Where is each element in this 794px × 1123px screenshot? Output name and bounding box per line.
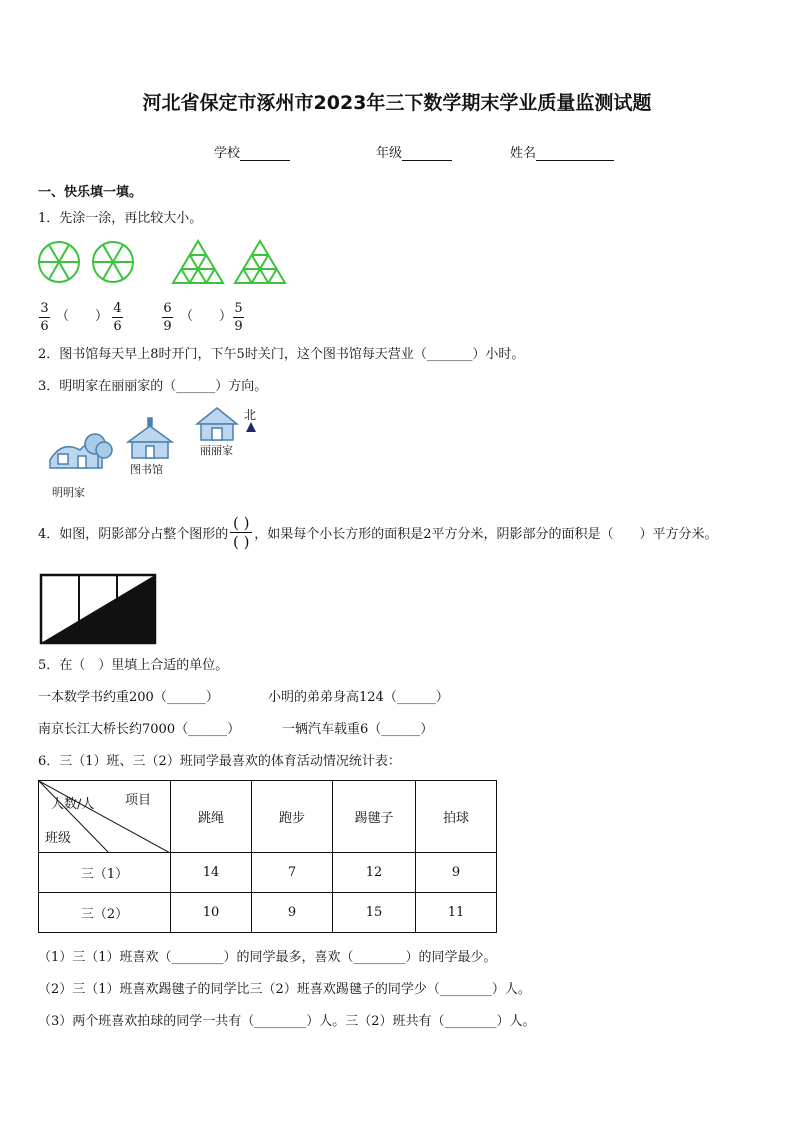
q3-text: 3．明明家在丽丽家的（______）方向。 xyxy=(38,379,268,394)
diagonal-corner-cell xyxy=(39,781,171,853)
q5-item-3: 南京长江大桥长约7000（______） xyxy=(38,722,241,737)
page-title: 河北省保定市涿州市2023年三下数学期末学业质量监测试题 xyxy=(142,92,652,114)
name-blank[interactable] xyxy=(536,147,614,161)
activity-stats-table xyxy=(38,780,497,933)
section-heading: 一、快乐填一填。 xyxy=(38,185,143,200)
denominator: 9 xyxy=(163,319,172,334)
triangle-nine-parts-1 xyxy=(173,241,223,283)
q1-compare-1-blank[interactable]: （ ） xyxy=(56,309,109,324)
shaded-area xyxy=(41,575,155,643)
lili-house-icon xyxy=(197,408,237,440)
header-shuttlecock: 踢毽子 xyxy=(333,781,416,853)
q4-fraction-numerator: ( ) xyxy=(233,513,250,532)
q1-circle-figures xyxy=(36,238,136,286)
table-cell: 7 xyxy=(252,853,333,893)
q6-sub3: （3）两个班喜欢拍球的同学一共有（________）人。三（2）班共有（________）人。 xyxy=(38,1014,536,1029)
lili-label: 丽丽家 xyxy=(200,444,233,457)
header-jump-rope: 跳绳 xyxy=(171,781,252,853)
q4-shaded-figure xyxy=(38,572,158,646)
row-label: 三（2） xyxy=(39,893,171,933)
q6-sub1: （1）三（1）班喜欢（________）的同学最多，喜欢（________）的同学最少。 xyxy=(38,950,497,965)
fraction-left-1 xyxy=(39,301,50,334)
q6-text: 6．三（1）班、三（2）班同学最喜欢的体育活动情况统计表： xyxy=(38,754,401,769)
table-row xyxy=(39,853,497,893)
table-header-row xyxy=(39,781,497,853)
q1-compare-2-right xyxy=(233,297,244,334)
grade-blank[interactable] xyxy=(402,147,452,161)
circle-six-parts-2 xyxy=(93,242,133,282)
library-icon xyxy=(128,418,172,458)
table-cell: 14 xyxy=(171,853,252,893)
q1-compare-1 xyxy=(39,297,50,334)
q5-item-2: 小明的弟弟身高124（______） xyxy=(268,690,449,705)
north-arrow-icon xyxy=(246,422,256,432)
school-label: 学校 xyxy=(214,146,241,161)
q1-compare-1-right xyxy=(112,297,123,334)
corner-bottom-label: 班级 xyxy=(45,831,72,846)
name-field xyxy=(510,142,614,161)
denominator: 9 xyxy=(234,319,243,334)
q4-fraction-blank[interactable] xyxy=(230,515,252,550)
school-field xyxy=(214,142,290,161)
fraction-left-2 xyxy=(162,301,173,334)
name-label: 姓名 xyxy=(510,146,537,161)
fraction-right-1 xyxy=(112,301,123,334)
corner-mid-label: 人数/人 xyxy=(51,797,95,812)
header-running: 跑步 xyxy=(252,781,333,853)
numerator: 5 xyxy=(234,301,243,316)
q1-compare-2 xyxy=(162,297,173,334)
q5-text: 5．在（ ）里填上合适的单位。 xyxy=(38,658,229,673)
table-cell: 9 xyxy=(416,853,497,893)
north-label: 北 xyxy=(244,408,257,422)
table-cell: 11 xyxy=(416,893,497,933)
table-cell: 9 xyxy=(252,893,333,933)
header-ball: 拍球 xyxy=(416,781,497,853)
row-label: 三（1） xyxy=(39,853,171,893)
q4-fraction-denominator: ( ) xyxy=(233,532,250,551)
q5-item-1: 一本数学书约重200（______） xyxy=(38,690,219,705)
numerator: 3 xyxy=(40,301,49,316)
table-cell: 12 xyxy=(333,853,416,893)
fraction-right-2 xyxy=(233,301,244,334)
q6-sub2: （2）三（1）班喜欢踢毽子的同学比三（2）班喜欢踢毽子的同学少（________）人。 xyxy=(38,982,531,997)
numerator: 4 xyxy=(113,301,122,316)
q4-text-after: ，如果每个小长方形的面积是2平方分米，阴影部分的面积是（ ）平方分米。 xyxy=(254,526,718,542)
table-cell: 15 xyxy=(333,893,416,933)
q5-item-4: 一辆汽车载重6（______） xyxy=(282,722,434,737)
grade-field xyxy=(376,142,452,161)
school-blank[interactable] xyxy=(240,147,290,161)
corner-top-label: 项目 xyxy=(125,793,152,808)
triangle-nine-parts-2 xyxy=(235,241,285,283)
q2-text: 2．图书馆每天早上8时开门，下午5时关门，这个图书馆每天营业（_______）小时。 xyxy=(38,347,525,362)
grade-label: 年级 xyxy=(376,146,403,161)
denominator: 6 xyxy=(40,319,49,334)
q1-triangle-figures xyxy=(168,238,290,286)
q4-line xyxy=(38,512,718,552)
numerator: 6 xyxy=(163,301,172,316)
table-cell: 10 xyxy=(171,893,252,933)
circle-six-parts-1 xyxy=(39,242,79,282)
q4-text-before: 4．如图，阴影部分占整个图形的 xyxy=(38,526,229,542)
library-label: 图书馆 xyxy=(130,463,163,476)
q1-compare-2-blank[interactable]: （ ） xyxy=(180,309,233,324)
mingming-label: 明明家 xyxy=(52,486,85,499)
table-row xyxy=(39,893,497,933)
denominator: 6 xyxy=(113,319,122,334)
q1-text: 1．先涂一涂，再比较大小。 xyxy=(38,211,203,226)
